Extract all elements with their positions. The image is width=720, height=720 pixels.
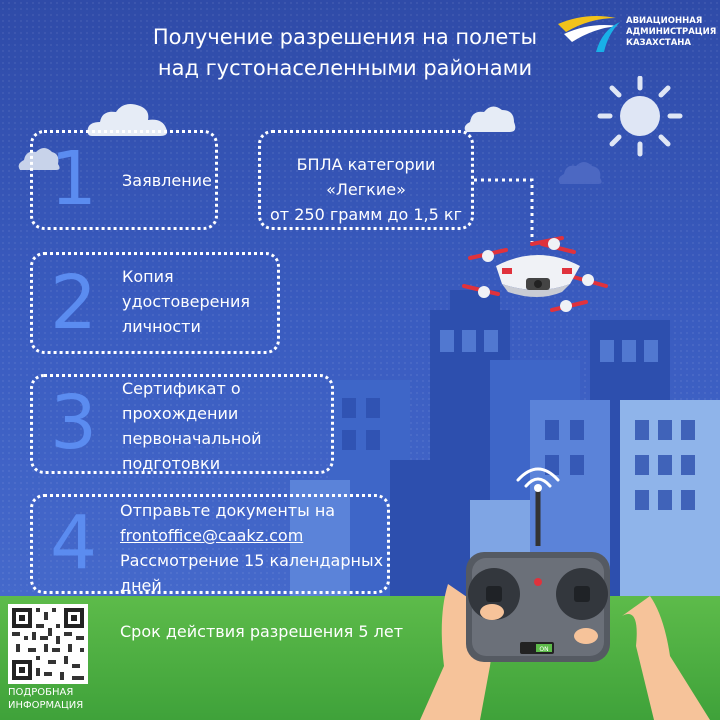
category-text xyxy=(258,152,474,227)
cloud-icon-4 xyxy=(556,158,606,188)
step-4-line-1: Отправьте документы на xyxy=(120,501,336,520)
step-1-line-1: Заявление xyxy=(122,171,212,190)
title-line-2: над густонаселенными районами xyxy=(157,56,533,80)
step-2-line-1: Копия xyxy=(122,267,174,286)
logo-line-3: КАЗАХСТАНА xyxy=(626,38,692,48)
step-2-line-3: личности xyxy=(122,317,201,336)
step-4-text xyxy=(120,498,383,598)
caa-logo xyxy=(556,10,716,54)
step-3-number: 3 xyxy=(50,380,98,466)
step-3-line-3: первоначальной xyxy=(122,429,262,448)
page-title xyxy=(120,22,570,84)
remote-controller-icon xyxy=(420,466,720,720)
qr-caption-line-2: ИНФОРМАЦИЯ xyxy=(8,700,84,711)
step-2-line-2: удостоверения xyxy=(122,292,250,311)
email-link[interactable]: frontoffice@caakz.com xyxy=(120,526,304,545)
cloud-icon-2 xyxy=(462,100,518,136)
step-3-text xyxy=(122,376,262,476)
step-2-text xyxy=(122,264,250,339)
qr-caption xyxy=(8,686,83,712)
category-line-1: БПЛА категории «Легкие» xyxy=(296,155,436,199)
logo-line-2: АДМИНИСТРАЦИЯ xyxy=(626,27,717,37)
title-line-1: Получение разрешения на полеты xyxy=(152,25,538,49)
logo-text xyxy=(626,16,716,49)
swoosh-logo-icon xyxy=(556,10,622,54)
qr-code-icon[interactable] xyxy=(8,604,88,684)
qr-caption-line-1: ПОДРОБНАЯ xyxy=(8,687,74,698)
drone-icon xyxy=(462,236,622,320)
category-line-2: от 250 грамм до 1,5 кг xyxy=(270,205,462,224)
switch-label: ON xyxy=(539,646,549,653)
sun-icon xyxy=(592,76,688,160)
step-3-line-2: прохождении xyxy=(122,404,239,423)
step-1-text xyxy=(122,168,212,193)
step-2-number: 2 xyxy=(50,260,98,346)
step-3-line-1: Сертификат о xyxy=(122,379,241,398)
validity-text: Срок действия разрешения 5 лет xyxy=(120,622,404,641)
step-1-number: 1 xyxy=(50,136,98,222)
step-3-line-4: подготовки xyxy=(122,454,221,473)
step-4-line-3: Рассмотрение 15 календарных xyxy=(120,551,384,570)
step-4-line-4: дней xyxy=(120,576,162,595)
step-4-number: 4 xyxy=(50,500,98,586)
logo-line-1: АВИАЦИОННАЯ xyxy=(626,16,703,26)
